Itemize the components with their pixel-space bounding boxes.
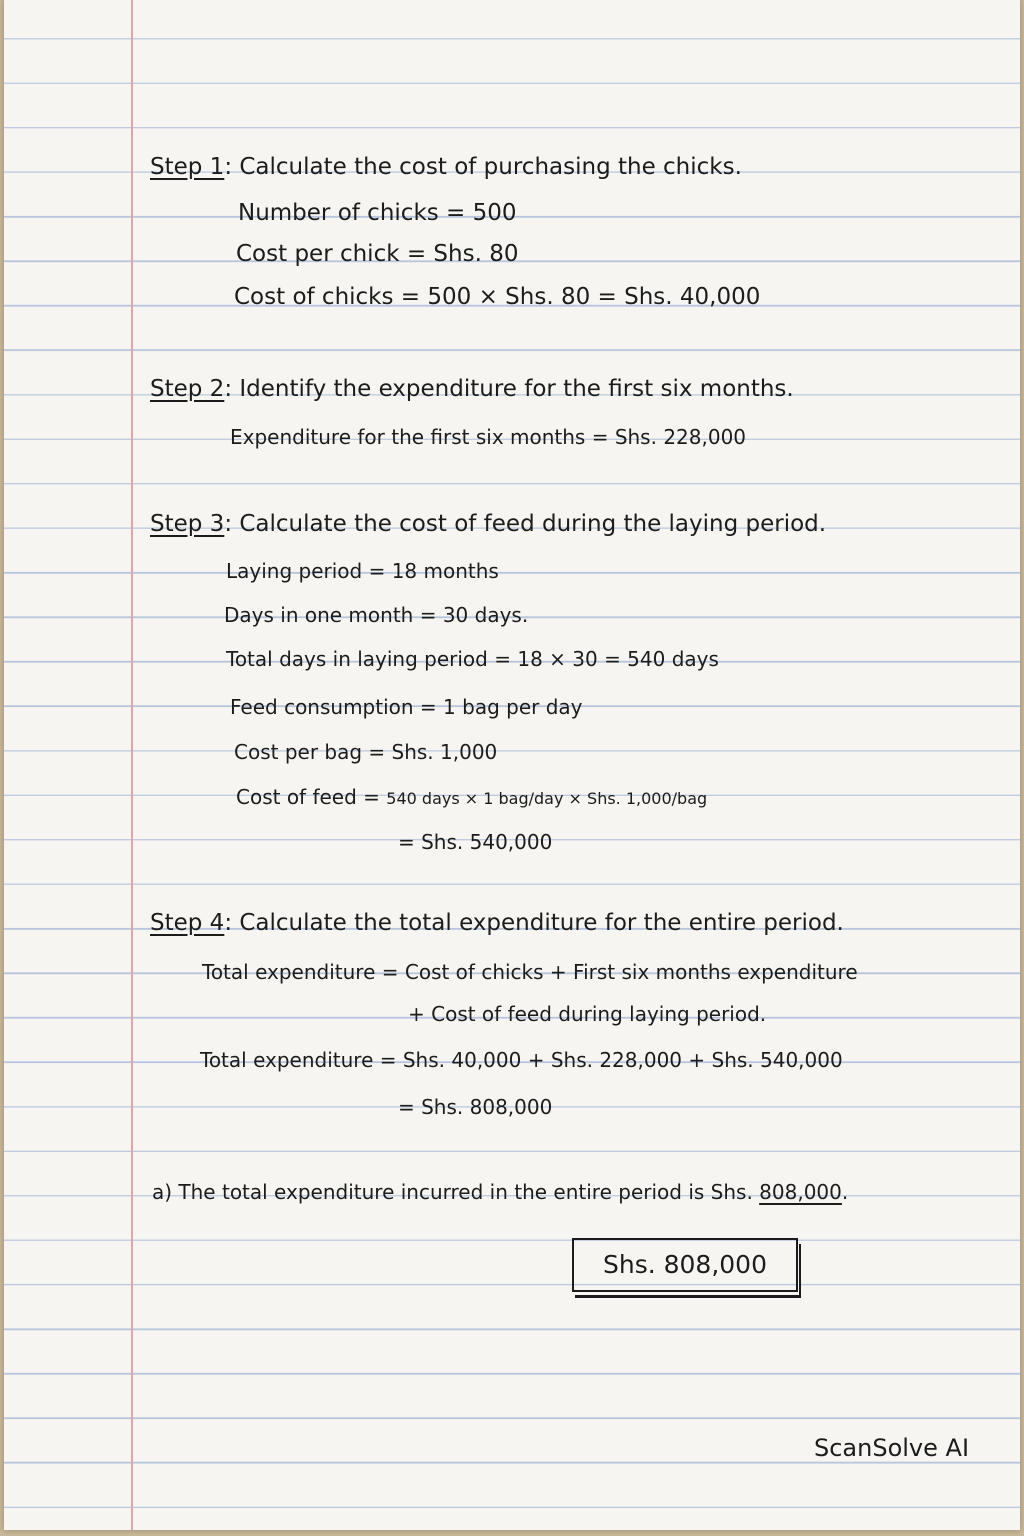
step-3-line-5: Cost per bag = Shs. 1,000 <box>234 740 498 764</box>
step-3-title: : Calculate the cost of feed during the laying period. <box>224 511 827 537</box>
brand-signature: ScanSolve AI <box>814 1434 970 1462</box>
final-answer-box: Shs. 808,000 <box>572 1238 798 1292</box>
step-1-title: : Calculate the cost of purchasing the chicks. <box>224 154 742 180</box>
step-4-heading <box>150 908 844 938</box>
step-2-label: Step 2 <box>150 376 225 402</box>
step-4-title: : Calculate the total expenditure for the entire period. <box>224 910 844 936</box>
cost-of-feed-label: Cost of feed = <box>236 785 387 809</box>
step-3-line-4: Feed consumption = 1 bag per day <box>230 695 583 719</box>
step-3-line-2: Days in one month = 30 days. <box>224 603 529 627</box>
step-1-line-2: Cost per chick = Shs. 80 <box>236 241 519 267</box>
answer-suffix: . <box>841 1180 849 1204</box>
step-4-label: Step 4 <box>150 910 225 936</box>
step-4-line-1: Total expenditure = Cost of chicks + First six months expenditure <box>202 960 858 984</box>
step-1-line-1: Number of chicks = 500 <box>238 200 517 226</box>
notebook-page <box>4 0 1020 1530</box>
answer-prefix: a) The total expenditure incurred in the entire period is Shs. <box>152 1180 760 1204</box>
step-1-label: Step 1 <box>150 154 225 180</box>
step-3-line-7: = Shs. 540,000 <box>398 830 553 854</box>
step-3-label: Step 3 <box>150 511 225 537</box>
step-4-line-4: = Shs. 808,000 <box>398 1095 553 1119</box>
margin-line <box>131 0 133 1530</box>
step-1-heading <box>150 152 742 182</box>
cost-of-feed-expression: 540 days × 1 bag/day × Shs. 1,000/bag <box>386 789 708 808</box>
step-4-line-3: Total expenditure = Shs. 40,000 + Shs. 228,000 + Shs. 540,000 <box>200 1048 843 1072</box>
step-2-line-1: Expenditure for the first six months = Shs. 228,000 <box>230 425 747 449</box>
step-2-heading <box>150 374 794 404</box>
step-3-line-3: Total days in laying period = 18 × 30 = 540 days <box>226 647 719 671</box>
step-1-line-3: Cost of chicks = 500 × Shs. 80 = Shs. 40,000 <box>234 284 761 310</box>
answer-line <box>152 1177 848 1207</box>
step-3-heading <box>150 509 826 539</box>
step-4-line-2: + Cost of feed during laying period. <box>408 1002 767 1026</box>
step-2-title: : Identify the expenditure for the first six months. <box>224 376 794 402</box>
step-3-line-6 <box>236 782 707 814</box>
answer-value: 808,000 <box>759 1180 842 1204</box>
step-3-line-1: Laying period = 18 months <box>226 559 499 583</box>
